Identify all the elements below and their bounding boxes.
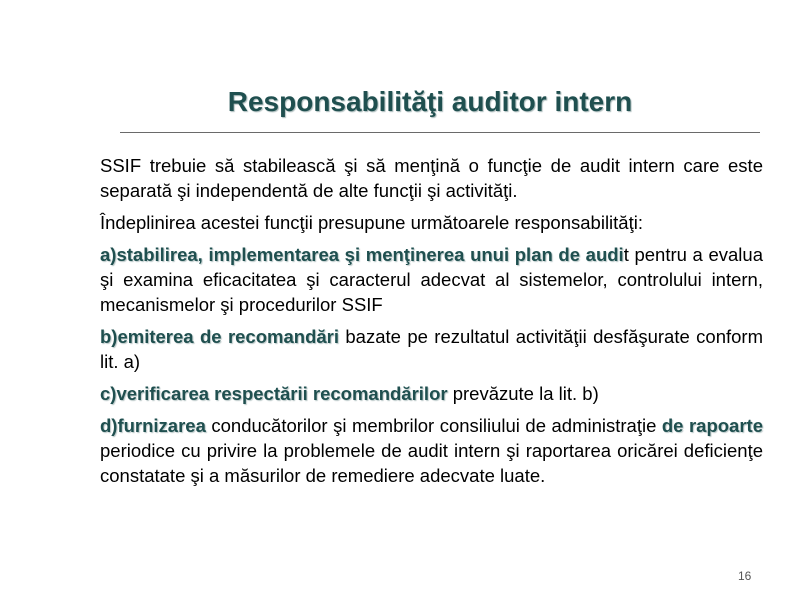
item-d-text: conducătorilor şi membrilor consiliului de administraţie xyxy=(205,415,662,436)
slide-title: Responsabilităţi auditor intern xyxy=(227,86,633,117)
item-d-highlight: d)furnizarea xyxy=(100,415,206,436)
title-divider xyxy=(120,132,760,133)
item-d xyxy=(100,413,763,488)
item-a-highlight: a)stabilirea, implementarea şi menţinerea unui plan de audi xyxy=(100,244,624,265)
item-b-text: bazate pe rezultatul activităţii desfăşurate conform lit. a) xyxy=(100,326,764,372)
item-b-highlight: b)emiterea de recomandări xyxy=(100,326,339,347)
item-c-highlight: c)verificarea respectării recomandărilor xyxy=(100,383,448,404)
item-c-text: prevăzute la lit. b) xyxy=(447,383,599,404)
page-number: 16 xyxy=(738,569,752,583)
paragraph-ssif: SSIF trebuie să stabilească şi să menţină o funcţie de audit intern care este separată şi independentă de alte funcţii şi activităţi. xyxy=(100,155,763,201)
slide-body xyxy=(100,153,763,495)
item-b xyxy=(100,324,763,374)
item-d-text-end: periodice cu privire la problemele de audit intern şi raportarea oricărei deficienţe constatate şi a măsurilor de remediere adecvate luate. xyxy=(100,440,763,486)
item-c xyxy=(100,381,763,406)
item-a xyxy=(100,242,763,317)
item-d-highlight-reports: de rapoarte xyxy=(661,415,763,436)
paragraph-responsibilities-intro: Îndeplinirea acestei funcţii presupune următoarele responsabilităţi: xyxy=(100,212,643,233)
item-a-text: t pentru a evalua şi examina eficacitatea şi caracterul adecvat al sistemelor, controlului intern, mecanismelor şi procedurilor SSIF xyxy=(100,244,763,315)
